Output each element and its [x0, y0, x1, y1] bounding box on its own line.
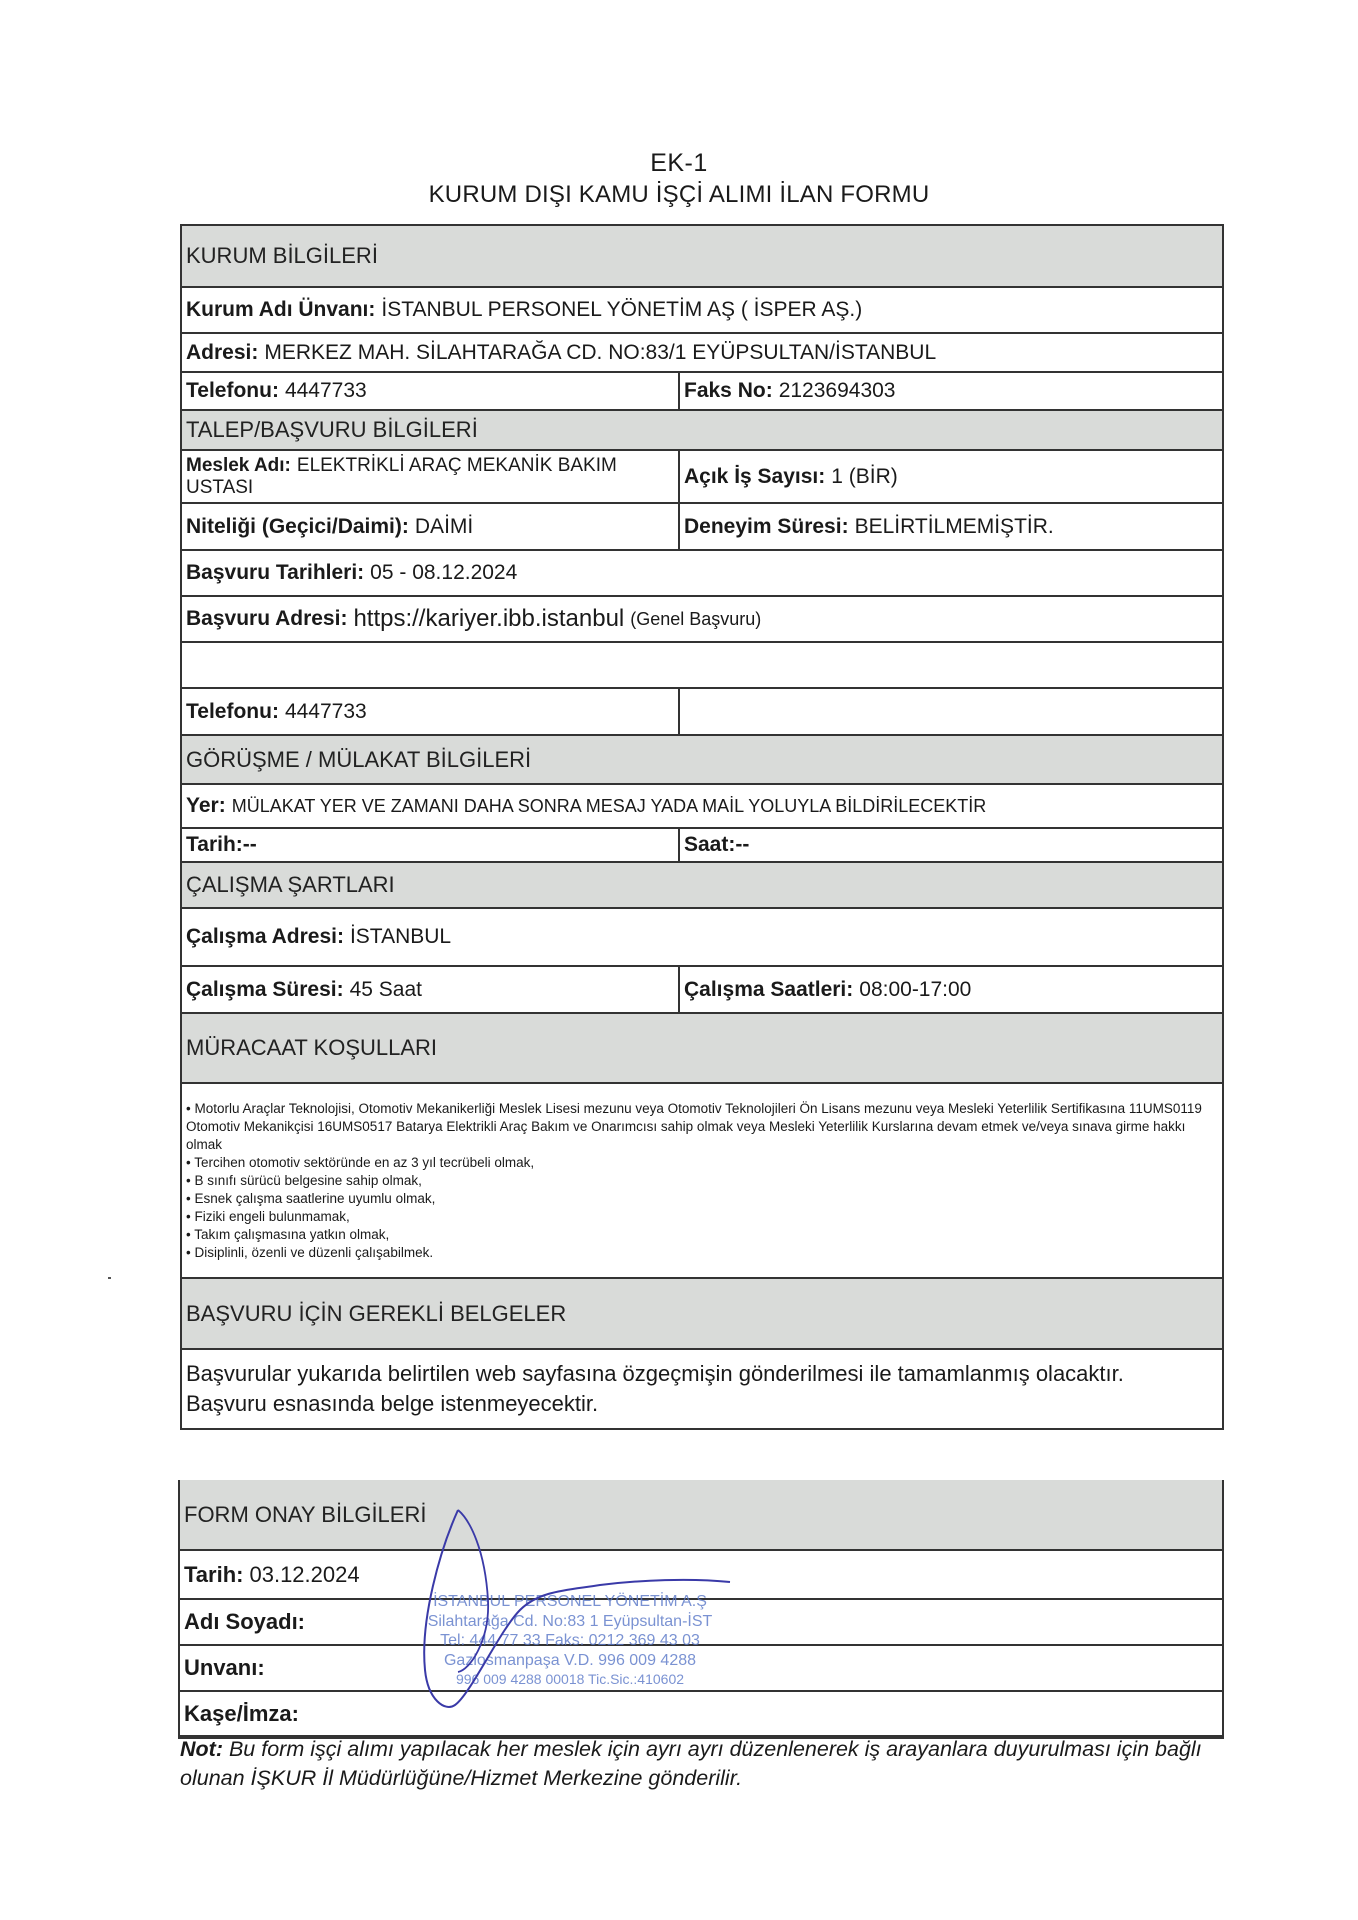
section-title: BAŞVURU İÇİN GEREKLİ BELGELER	[186, 1300, 567, 1326]
openings-value: 1 (BİR)	[831, 464, 898, 488]
row-work-duration-hours	[182, 967, 1222, 1014]
field-label: Çalışma Süresi:	[186, 977, 344, 1001]
document-header	[0, 148, 1358, 210]
row-type-experience	[182, 504, 1222, 551]
section-talep-header	[182, 411, 1222, 451]
field-label: Faks No:	[684, 379, 773, 402]
condition-item: • Motorlu Araçlar Teknolojisi, Otomotiv Mekanikerliği Meslek Lisesi mezunu veya Otomotiv Teknolojileri Ön Lisans mezunu veya Mesleki Yeterlilik Sertifikasına 11UMS0119 Otomotiv Mekanikçisi 16UMS0517 Batarya Elektrikli Araç Bakım ve Onarımcısı sahip olmak veya Mesleki Yeterlilik Kurslarına devam etmek ve/veya sınava girme hakkı olmak	[186, 1100, 1202, 1152]
field-label: Adı Soyadı:	[184, 1609, 306, 1634]
row-work-address	[182, 909, 1222, 967]
row-institution-name	[182, 288, 1222, 334]
row-application-address	[182, 597, 1222, 643]
documents-line-2: Başvuru esnasında belge istenmeyecektir.	[186, 1391, 599, 1416]
company-stamp	[410, 1592, 730, 1690]
section-muracaat-header	[182, 1014, 1222, 1084]
announcement-form-table	[180, 224, 1224, 1430]
field-label: Meslek Adı:	[186, 455, 291, 476]
field-label: Çalışma Adresi:	[186, 925, 344, 948]
condition-item: • Tercihen otomotiv sektöründe en az 3 yıl tecrübeli olmak,	[186, 1154, 535, 1170]
field-label: Başvuru Adresi:	[186, 607, 348, 630]
section-title: FORM ONAY BİLGİLERİ	[184, 1501, 427, 1527]
stamp-line: İSTANBUL PERSONEL YÖNETİM A.Ş	[433, 1593, 707, 1610]
field-label: Niteliği (Geçici/Daimi):	[186, 514, 409, 538]
stamp-line: 996 009 4288 00018 Tic.Sic.:410602	[455, 1671, 685, 1687]
work-duration-value: 45 Saat	[349, 977, 422, 1001]
field-label: Başvuru Tarihleri:	[186, 561, 365, 584]
field-label: Tarih:	[184, 1561, 244, 1587]
row-application-phone	[182, 689, 1222, 736]
stamp-line: Silahtarağa Cd. No:83 1 Eyüpsultan-İST	[427, 1612, 713, 1630]
work-hours-value: 08:00-17:00	[859, 977, 972, 1001]
profession-value: ELEKTRİKLİ ARAÇ MEKANİK BAKIM USTASI	[186, 455, 617, 498]
field-label: Telefonu:	[186, 699, 279, 723]
section-title: KURUM BİLGİLERİ	[186, 243, 378, 268]
section-title: MÜRACAAT KOŞULLARI	[186, 1035, 438, 1060]
row-required-documents	[182, 1350, 1222, 1430]
field-label: Telefonu:	[186, 379, 279, 402]
row-stamp-signature	[180, 1692, 1222, 1737]
field-label: Kurum Adı Ünvanı:	[186, 298, 376, 321]
phone-value: 4447733	[284, 379, 367, 402]
interview-date-label: Tarih:--	[186, 833, 257, 856]
condition-item: • Disiplinli, özenli ve düzenli çalışabilmek.	[186, 1244, 434, 1260]
row-interview-datetime	[182, 829, 1222, 863]
documents-line-1: Başvurular yukarıda belirtilen web sayfasına özgeçmişin gönderilmesi ile tamamlanmış olacaktır.	[186, 1361, 1124, 1386]
stamp-line: Gaziosmanpaşa V.D. 996 009 4288	[443, 1651, 697, 1669]
section-title: GÖRÜŞME / MÜLAKAT BİLGİLERİ	[186, 746, 532, 772]
annex-label: EK-1	[650, 149, 708, 177]
field-label: Kaşe/İmza:	[184, 1700, 299, 1726]
work-address-value: İSTANBUL	[349, 925, 452, 948]
row-profession	[182, 451, 1222, 504]
section-title: TALEP/BAŞVURU BİLGİLERİ	[186, 417, 478, 442]
row-empty	[182, 643, 1222, 689]
note-text: Bu form işçi alımı yapılacak her meslek için ayrı ayrı düzenlenerek iş arayanlara duyurulması için bağlı olunan İŞKUR İl Müdürlüğüne/Hizmet Merkezine gönderilir.	[180, 1737, 1202, 1790]
condition-item: • Esnek çalışma saatlerine uyumlu olmak,	[186, 1190, 436, 1206]
form-title: KURUM DIŞI KAMU İŞÇİ ALIMI İLAN FORMU	[428, 181, 930, 208]
field-label: Açık İş Sayısı:	[684, 464, 826, 488]
condition-item: • B sınıfı sürücü belgesine sahip olmak,	[186, 1172, 422, 1188]
section-title: ÇALIŞMA ŞARTLARI	[186, 872, 395, 897]
field-label: Unvanı:	[184, 1655, 265, 1680]
section-belgeler-header	[182, 1279, 1222, 1350]
field-label: Yer:	[186, 794, 226, 817]
fax-value: 2123694303	[778, 379, 896, 402]
interview-time-label: Saat:--	[684, 833, 750, 856]
conditions-list	[182, 1094, 1222, 1268]
scan-speck	[108, 1277, 111, 1279]
stamp-line: Tel: 444 77 33 Faks: 0212 369 43 03	[440, 1632, 700, 1649]
application-url-note: (Genel Başvuru)	[630, 608, 762, 629]
row-conditions	[182, 1084, 1222, 1279]
section-onay-header	[180, 1480, 1222, 1551]
field-label: Adresi:	[186, 340, 259, 364]
condition-item: • Takım çalışmasına yatkın olmak,	[186, 1226, 390, 1242]
footer-note	[180, 1735, 1230, 1793]
application-dates-value: 05 - 08.12.2024	[370, 561, 518, 584]
interview-place-value: MÜLAKAT YER VE ZAMANI DAHA SONRA MESAJ YADA MAİL YOLUYLA BİLDİRİLECEKTİR	[231, 795, 987, 816]
section-kurum-header	[182, 226, 1222, 288]
section-mulakat-header	[182, 736, 1222, 785]
institution-name-value: İSTANBUL PERSONEL YÖNETİM AŞ ( İSPER AŞ.)	[381, 298, 863, 321]
institution-address-value: MERKEZ MAH. SİLAHTARAĞA CD. NO:83/1 EYÜPSULTAN/İSTANBUL	[264, 340, 937, 364]
row-phone-fax	[182, 373, 1222, 411]
application-url-link[interactable]: https://kariyer.ibb.istanbul	[353, 605, 625, 632]
condition-item: • Fiziki engeli bulunmamak,	[186, 1208, 350, 1224]
field-label: Deneyim Süresi:	[684, 514, 849, 538]
row-application-dates	[182, 551, 1222, 597]
phone-value: 4447733	[284, 699, 367, 723]
note-label: Not:	[180, 1737, 223, 1761]
section-calisma-header	[182, 863, 1222, 909]
approval-date-value: 03.12.2024	[249, 1561, 360, 1587]
row-institution-address	[182, 334, 1222, 373]
type-value: DAİMİ	[414, 514, 474, 538]
field-label: Çalışma Saatleri:	[684, 977, 854, 1001]
row-interview-place	[182, 785, 1222, 829]
experience-value: BELİRTİLMEMİŞTİR.	[854, 514, 1054, 538]
